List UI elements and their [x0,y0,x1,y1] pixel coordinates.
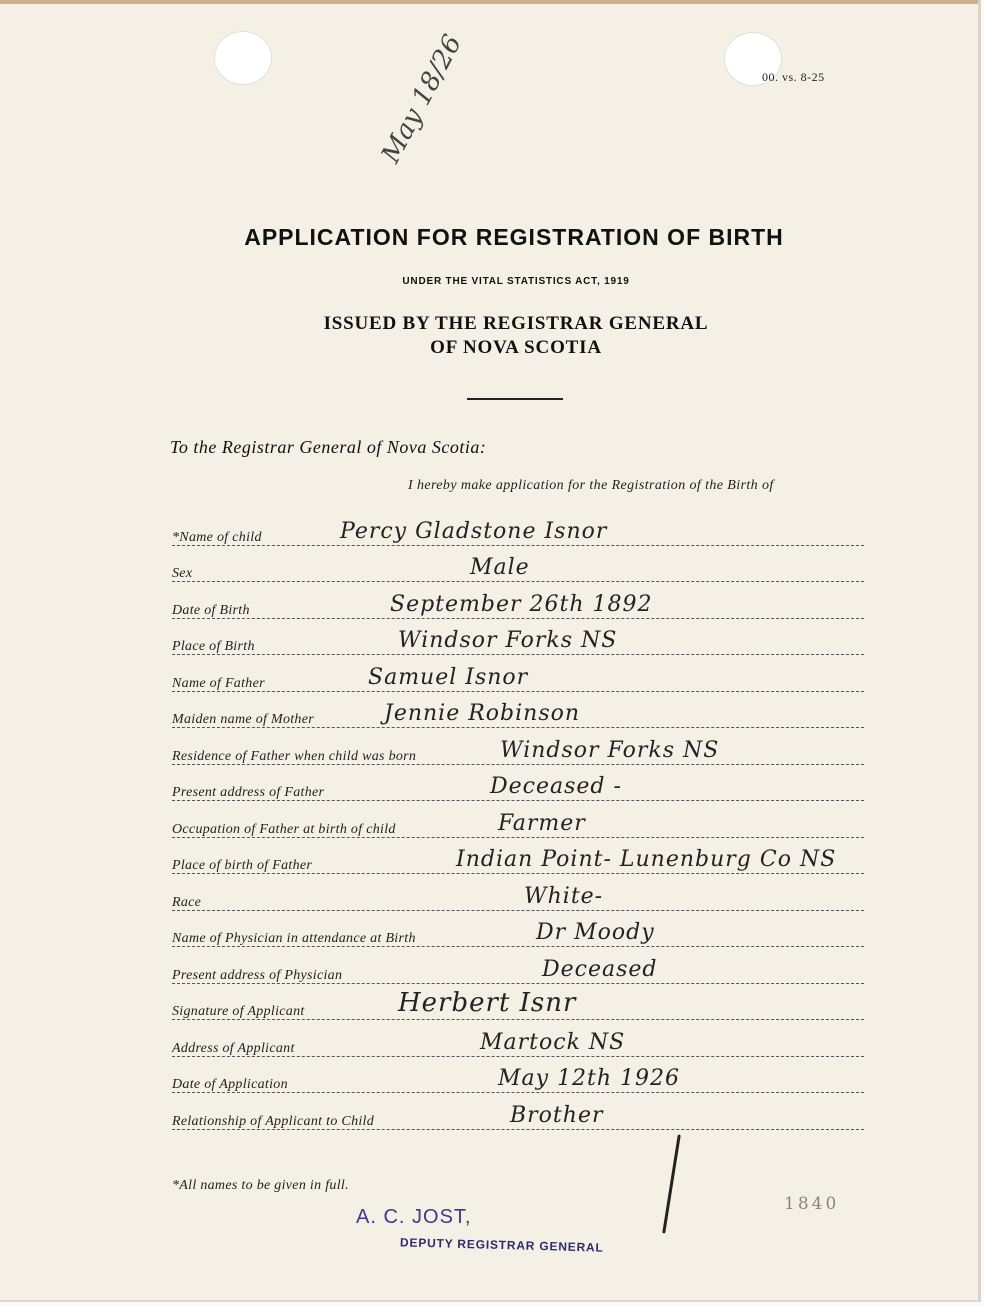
field-race [172,883,864,911]
field-date-of-application [172,1065,864,1093]
issuing-authority-line-1: ISSUED BY THE REGISTRAR GENERAL [323,313,709,334]
field-value: Jennie Robinson [384,701,581,726]
field-value: Windsor Forks NS [398,628,618,653]
footnote: *All names to be given in full. [172,1178,349,1193]
field-label: Date of Application [172,1077,288,1092]
field-value: Windsor Forks NS [500,738,720,763]
field-label: Place of birth of Father [172,858,313,873]
field-value: Indian Point- Lunenburg Co NS [456,847,837,872]
field-name-of-physician [172,919,864,947]
field-place-of-birth-of-father [172,846,864,874]
field-label: Address of Applicant [172,1041,295,1056]
application-intro: I hereby make application for the Registration of the Birth of [408,478,774,493]
field-value: May 12th 1926 [498,1066,681,1091]
form-code: 00. vs. 8-25 [762,70,825,84]
field-maiden-name-of-mother [172,700,864,728]
field-residence-of-father [172,737,864,765]
field-address-of-applicant [172,1029,864,1057]
issuing-authority-line-2: OF NOVA SCOTIA [430,337,602,358]
field-value: September 26th 1892 [390,592,653,617]
issuing-authority [0,312,984,360]
field-label: Sex [172,566,193,581]
field-sex [172,554,864,582]
act-reference: UNDER THE VITAL STATISTICS ACT, 1919 [402,276,630,287]
registrar-stamp-name: A. C. JOST, [356,1206,472,1228]
addressee: To the Registrar General of Nova Scotia: [170,437,487,457]
field-name-of-child [172,518,864,546]
field-label: Occupation of Father at birth of child [172,822,396,837]
field-present-address-of-father [172,773,864,801]
field-label: Maiden name of Mother [172,712,314,727]
field-value: Martock NS [480,1030,626,1055]
field-place-of-birth [172,627,864,655]
field-value: Farmer [498,811,586,836]
registration-number-stamp: 1840 [784,1194,840,1214]
ink-stroke [662,1134,681,1233]
title-divider [467,398,563,400]
field-value: White- [524,884,604,909]
field-label: Signature of Applicant [172,1004,305,1019]
field-value: Deceased [542,957,658,982]
field-label: Place of Birth [172,639,255,654]
handwritten-date-text: May 18/26 [375,30,469,168]
field-date-of-birth [172,591,864,619]
field-value: Deceased - [490,774,622,799]
field-label: *Name of child [172,530,262,545]
field-label: Residence of Father when child was born [172,749,417,764]
field-label: Name of Father [172,676,265,691]
field-value: Percy Gladstone Isnor [340,519,608,544]
applicant-signature: Herbert Isnr [398,988,577,1018]
top-edge [0,0,978,4]
punch-hole-left [214,31,272,85]
handwritten-date-note [352,20,482,180]
field-value: Samuel Isnor [368,665,529,690]
form-title: APPLICATION FOR REGISTRATION OF BIRTH [244,224,784,250]
field-relationship-to-child [172,1102,864,1130]
field-label: Date of Birth [172,603,250,618]
field-name-of-father [172,664,864,692]
field-present-address-of-physician [172,956,864,984]
field-label: Name of Physician in attendance at Birth [172,931,416,946]
field-label: Relationship of Applicant to Child [172,1114,375,1129]
registrar-stamp-title: DEPUTY REGISTRAR GENERAL [399,1235,604,1255]
field-occupation-of-father [172,810,864,838]
field-value: Brother [510,1103,604,1128]
field-value: Dr Moody [536,920,655,945]
field-label: Race [172,895,202,910]
field-value: Male [470,555,530,580]
field-signature-of-applicant [172,988,864,1020]
field-label: Present address of Physician [172,968,343,983]
field-label: Present address of Father [172,785,325,800]
